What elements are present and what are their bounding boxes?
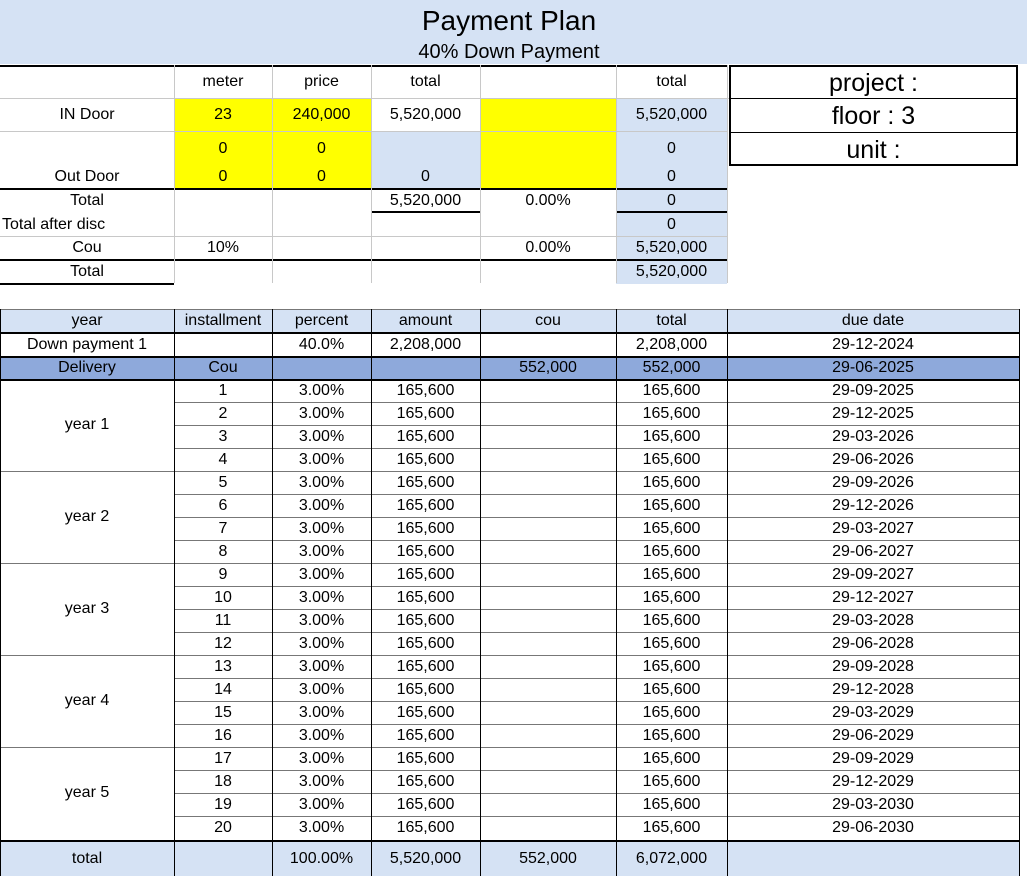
installment-total: 165,600 <box>642 703 701 721</box>
installment-total: 165,600 <box>642 749 701 767</box>
installment-amount: 165,600 <box>396 749 455 767</box>
installment-due-date: 29-03-2029 <box>832 703 914 721</box>
page-subtitle: 40% Down Payment <box>418 41 600 63</box>
installment-number: 18 <box>214 772 232 790</box>
installment-percent: 3.00% <box>298 427 345 445</box>
installment-amount: 165,600 <box>396 726 455 744</box>
after-disc-label: Total after disc <box>2 215 106 233</box>
out-door-meter[interactable]: 0 <box>218 168 228 185</box>
installment-percent: 3.00% <box>298 565 345 583</box>
installment-number: 8 <box>218 542 228 560</box>
installment-amount: 165,600 <box>396 542 455 560</box>
installment-due-date: 29-12-2028 <box>832 680 914 698</box>
installment-percent: 3.00% <box>298 680 345 698</box>
installment-amount: 165,600 <box>396 611 455 629</box>
cou-label: Cou <box>72 239 102 256</box>
installment-total: 165,600 <box>642 496 701 514</box>
plan-header-cou: cou <box>535 311 561 329</box>
installment-percent: 3.00% <box>298 611 345 629</box>
down-payment-amount: 2,208,000 <box>389 335 462 353</box>
installment-amount: 165,600 <box>396 565 455 583</box>
installment-number: 1 <box>218 381 228 399</box>
out-door-total: 0 <box>421 168 430 185</box>
installment-total: 165,600 <box>642 565 701 583</box>
footer-percent: 100.00% <box>289 849 354 867</box>
installment-due-date: 29-03-2026 <box>832 427 914 445</box>
footer-total: 6,072,000 <box>635 849 708 867</box>
installment-number: 14 <box>214 680 232 698</box>
installment-total: 165,600 <box>642 795 701 813</box>
installment-number: 17 <box>214 749 232 767</box>
footer-amount: 5,520,000 <box>389 849 462 867</box>
total-label: Total <box>70 192 104 209</box>
plan-header-percent: percent <box>294 311 349 329</box>
installment-number: 9 <box>218 565 228 583</box>
installment-total: 165,600 <box>642 680 701 698</box>
total-total2: 0 <box>667 192 676 209</box>
installment-amount: 165,600 <box>396 703 455 721</box>
delivery-cou: 552,000 <box>519 358 577 376</box>
summary-head-total: total <box>410 73 441 90</box>
installment-total: 165,600 <box>642 588 701 606</box>
grand-label: Total <box>70 263 104 280</box>
installment-percent: 3.00% <box>298 404 345 422</box>
installment-number: 19 <box>214 795 232 813</box>
installment-due-date: 29-06-2028 <box>832 634 914 652</box>
row2-total2: 0 <box>667 140 676 157</box>
installment-due-date: 29-09-2029 <box>832 749 914 767</box>
summary-head-price: price <box>304 73 339 90</box>
installment-number: 12 <box>214 634 232 652</box>
installment-total: 165,600 <box>642 772 701 790</box>
installment-number: 6 <box>218 496 228 514</box>
cou-pct: 0.00% <box>525 239 571 256</box>
cou-meter[interactable]: 10% <box>206 239 240 256</box>
installment-due-date: 29-12-2025 <box>832 404 914 422</box>
installment-number: 13 <box>214 657 232 675</box>
in-door-meter[interactable]: 23 <box>214 106 232 123</box>
summary-head-total2: total <box>656 73 687 90</box>
in-door-total2: 5,520,000 <box>635 106 708 123</box>
installment-total: 165,600 <box>642 381 701 399</box>
installment-amount: 165,600 <box>396 657 455 675</box>
unit-label: unit : <box>846 135 901 164</box>
installment-percent: 3.00% <box>298 657 345 675</box>
installment-amount: 165,600 <box>396 427 455 445</box>
down-payment-label: Down payment 1 <box>26 335 148 353</box>
installment-number: 7 <box>218 519 228 537</box>
row2-meter[interactable]: 0 <box>218 140 228 157</box>
installment-total: 165,600 <box>642 818 701 836</box>
installment-total: 165,600 <box>642 473 701 491</box>
year-group-label: year 1 <box>64 416 110 433</box>
installment-amount: 165,600 <box>396 496 455 514</box>
installment-due-date: 29-06-2027 <box>832 542 914 560</box>
installment-amount: 165,600 <box>396 404 455 422</box>
year-group-label: year 2 <box>64 508 110 525</box>
down-payment-due: 29-12-2024 <box>832 335 914 353</box>
installment-number: 16 <box>214 726 232 744</box>
year-group-label: year 3 <box>64 600 110 617</box>
installment-total: 165,600 <box>642 404 701 422</box>
installment-total: 165,600 <box>642 634 701 652</box>
installment-number: 11 <box>214 611 232 629</box>
after-disc-total2: 0 <box>667 215 676 233</box>
footer-label: total <box>71 849 103 867</box>
installment-total: 165,600 <box>642 726 701 744</box>
plan-header-due-date: due date <box>841 311 905 329</box>
plan-header-amount: amount <box>398 311 453 329</box>
installment-number: 3 <box>218 427 228 445</box>
out-door-price[interactable]: 0 <box>317 168 326 185</box>
installment-amount: 165,600 <box>396 795 455 813</box>
installment-due-date: 29-03-2030 <box>832 795 914 813</box>
installment-percent: 3.00% <box>298 726 345 744</box>
installment-amount: 165,600 <box>396 450 455 468</box>
floor-label: floor : 3 <box>831 101 916 130</box>
plan-header-installment: installment <box>184 311 262 329</box>
in-door-price[interactable]: 240,000 <box>292 106 351 123</box>
down-payment-percent: 40.0% <box>298 335 345 353</box>
page-title: Payment Plan <box>421 5 597 36</box>
installment-amount: 165,600 <box>396 818 455 836</box>
installment-due-date: 29-09-2025 <box>832 381 914 399</box>
delivery-total: 552,000 <box>642 358 701 376</box>
installment-due-date: 29-06-2030 <box>832 818 914 836</box>
installment-due-date: 29-12-2027 <box>832 588 914 606</box>
plan-header-year: year <box>71 311 103 329</box>
footer-cou: 552,000 <box>519 849 577 867</box>
installment-percent: 3.00% <box>298 749 345 767</box>
total-pct: 0.00% <box>525 192 571 209</box>
delivery-due: 29-06-2025 <box>832 358 914 376</box>
down-payment-total: 2,208,000 <box>635 335 708 353</box>
cou-total2: 5,520,000 <box>635 239 708 256</box>
in-door-total: 5,520,000 <box>389 106 462 123</box>
installment-due-date: 29-09-2026 <box>832 473 914 491</box>
in-door-label: IN Door <box>59 106 115 123</box>
installment-due-date: 29-03-2028 <box>832 611 914 629</box>
installment-percent: 3.00% <box>298 795 345 813</box>
installment-percent: 3.00% <box>298 542 345 560</box>
installment-number: 20 <box>214 818 232 836</box>
installment-total: 165,600 <box>642 657 701 675</box>
installment-amount: 165,600 <box>396 588 455 606</box>
installment-due-date: 29-03-2027 <box>832 519 914 537</box>
installment-amount: 165,600 <box>396 519 455 537</box>
installment-due-date: 29-09-2027 <box>832 565 914 583</box>
installment-percent: 3.00% <box>298 381 345 399</box>
yellow-fill-extra <box>480 98 616 188</box>
installment-percent: 3.00% <box>298 588 345 606</box>
installment-number: 2 <box>218 404 228 422</box>
installment-number: 5 <box>218 473 228 491</box>
delivery-installment: Cou <box>208 358 238 376</box>
out-door-total2: 0 <box>667 168 676 185</box>
installment-number: 10 <box>214 588 232 606</box>
row2-price[interactable]: 0 <box>317 140 326 157</box>
grand-total2: 5,520,000 <box>635 263 708 280</box>
installment-due-date: 29-06-2029 <box>832 726 914 744</box>
installment-total: 165,600 <box>642 542 701 560</box>
installment-amount: 165,600 <box>396 381 455 399</box>
installment-amount: 165,600 <box>396 473 455 491</box>
out-door-label: Out Door <box>54 168 120 185</box>
installment-number: 15 <box>214 703 232 721</box>
installment-percent: 3.00% <box>298 519 345 537</box>
installment-due-date: 29-12-2029 <box>832 772 914 790</box>
project-label: project : <box>829 68 918 97</box>
installment-amount: 165,600 <box>396 680 455 698</box>
installment-number: 4 <box>218 450 228 468</box>
installment-due-date: 29-09-2028 <box>832 657 914 675</box>
plan-header-total: total <box>656 311 687 329</box>
summary-head-meter: meter <box>202 73 244 90</box>
installment-percent: 3.00% <box>298 473 345 491</box>
year-group-label: year 5 <box>64 784 110 801</box>
installment-due-date: 29-06-2026 <box>832 450 914 468</box>
installment-total: 165,600 <box>642 450 701 468</box>
installment-percent: 3.00% <box>298 818 345 836</box>
installment-percent: 3.00% <box>298 703 345 721</box>
year-group-label: year 4 <box>64 692 110 709</box>
delivery-label: Delivery <box>58 358 116 376</box>
installment-percent: 3.00% <box>298 450 345 468</box>
installment-amount: 165,600 <box>396 634 455 652</box>
installment-total: 165,600 <box>642 519 701 537</box>
installment-total: 165,600 <box>642 611 701 629</box>
total-total: 5,520,000 <box>389 192 462 209</box>
installment-amount: 165,600 <box>396 772 455 790</box>
installment-total: 165,600 <box>642 427 701 445</box>
installment-percent: 3.00% <box>298 634 345 652</box>
installment-percent: 3.00% <box>298 772 345 790</box>
installment-percent: 3.00% <box>298 496 345 514</box>
installment-due-date: 29-12-2026 <box>832 496 914 514</box>
